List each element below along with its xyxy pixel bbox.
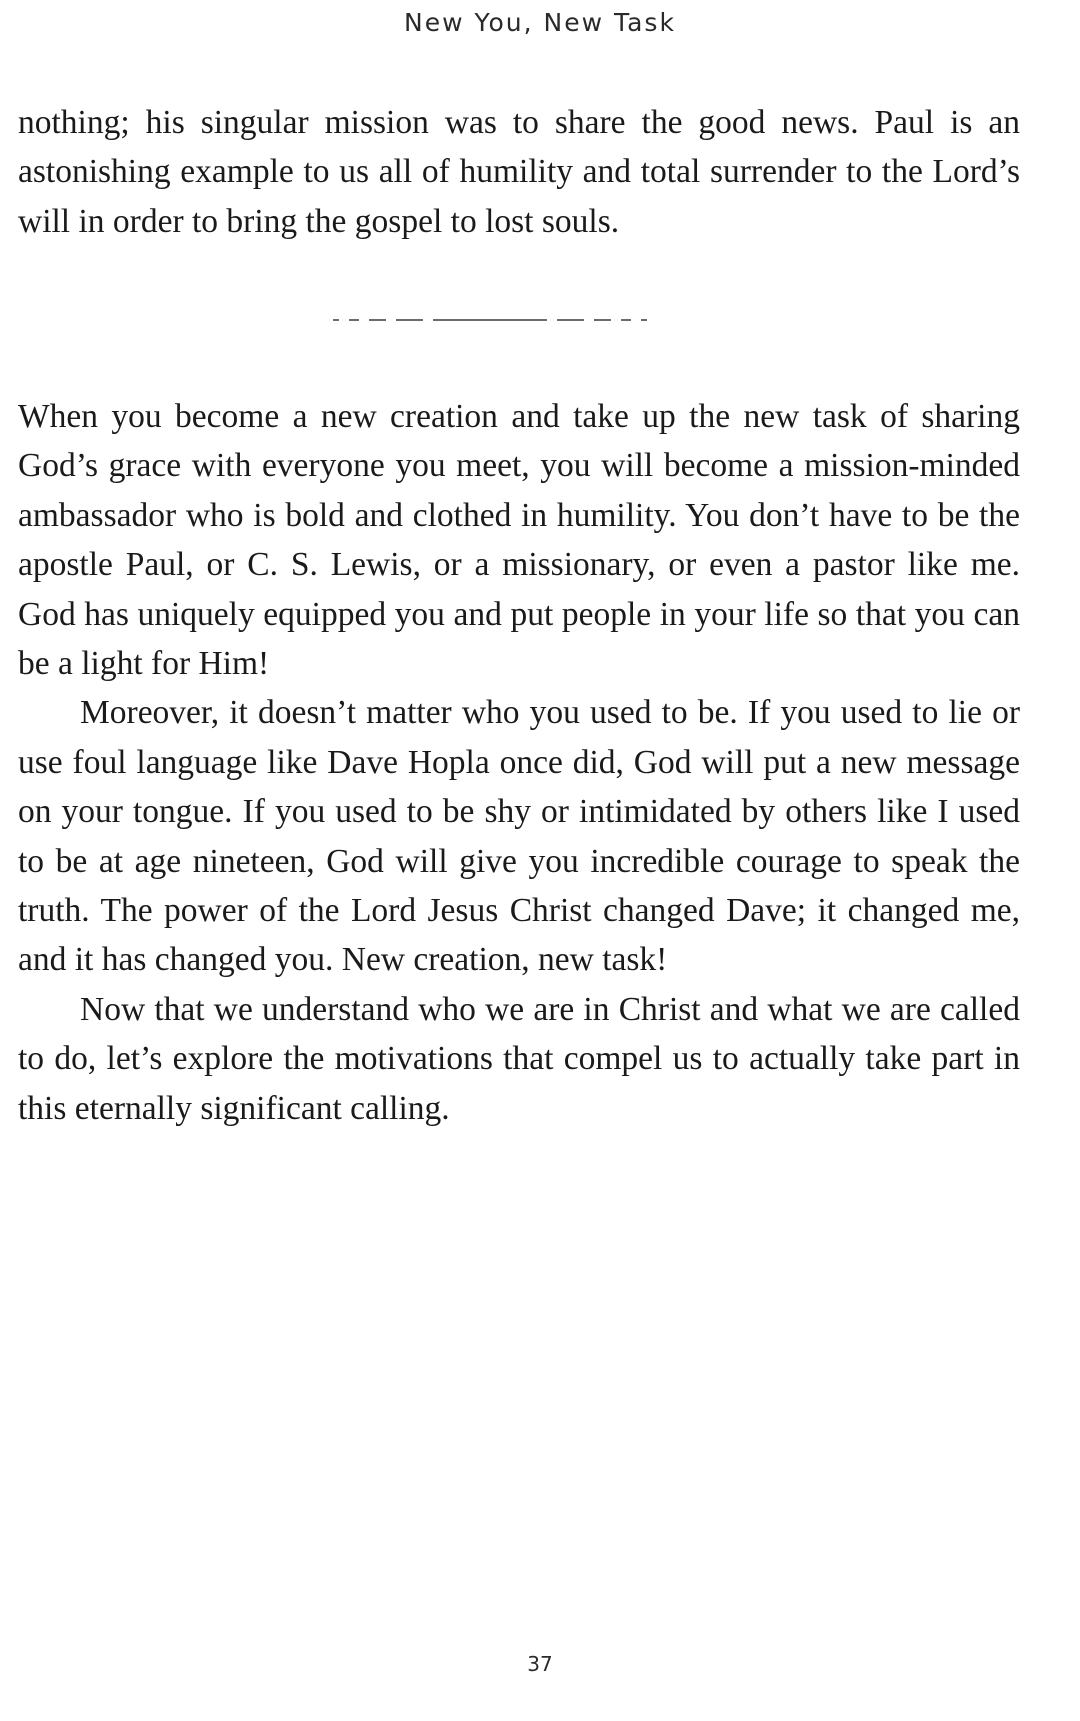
continued-paragraph-block xyxy=(18,98,1020,246)
body-paragraph: When you become a new creation and take up the new task of sharing God’s grace with everyone you meet, you will become a mission-minded ambassador who is bold and clothed in humility. You don’t have to be the apostle Paul, or C. S. Lewis, or a missionary, or even a pastor like me. God has uniquely equipped you and put people in your life so that you can be a light for Him! xyxy=(18,398,1020,683)
section-body xyxy=(18,392,1020,1133)
continued-paragraph: nothing; his singular mission was to share the good news. Paul is an astonishing example to us all of humility and total surrender to the Lord’s will in order to bring the gospel to lost souls. xyxy=(18,104,1020,240)
page-number: 37 xyxy=(527,1652,553,1676)
running-head: New You, New Task xyxy=(404,8,676,37)
body-paragraph: Now that we understand who we are in Christ and what we are called to do, let’s explore the motivations that compel us to actually take part in this eternally significant calling. xyxy=(18,990,1020,1127)
section-break-ornament xyxy=(333,318,703,322)
body-paragraph: Moreover, it doesn’t matter who you used to be. If you used to lie or use foul language like Dave Hopla once did, God will put a new message on your tongue. If you used to be shy or intimidated by others like I used to be at age nineteen, God will give you incredible courage to speak the truth. The power of the Lord Jesus Christ changed Dave; it changed me, and it has changed you. New creation, new task! xyxy=(18,694,1020,979)
